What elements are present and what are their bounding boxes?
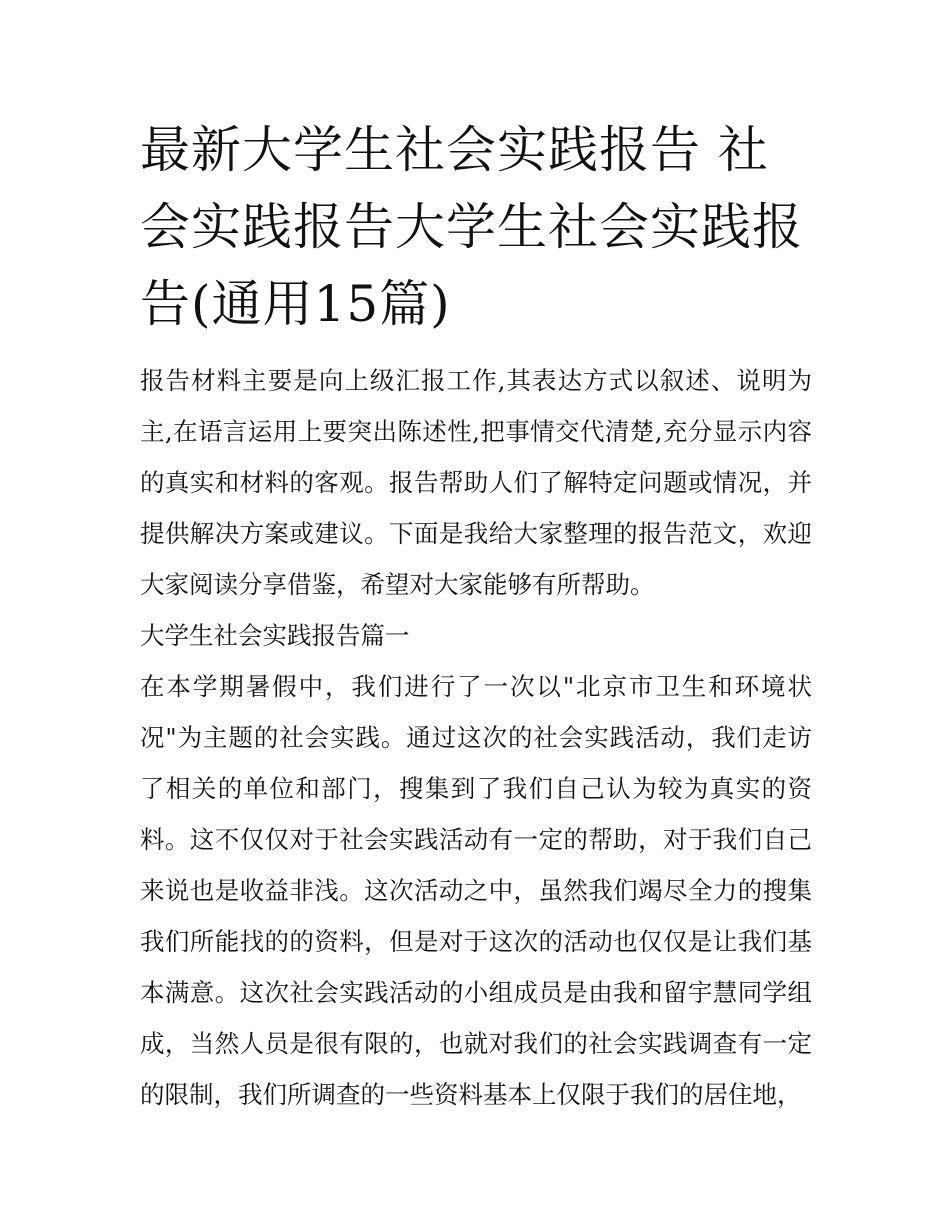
intro-paragraph: 报告材料主要是向上级汇报工作,其表达方式以叙述、说明为主,在语言运用上要突出陈述性,把事情交代清楚,充分显示内容的真实和材料的客观。报告帮助人们了解特定问题或情况，并提供解决方案或建议。下面是我给大家整理的报告范文，欢迎大家阅读分享借鉴，希望对大家能够有所帮助。 [140, 366, 812, 599]
document-page [140, 112, 812, 1120]
section-heading: 大学生社会实践报告篇一 [140, 621, 410, 650]
document-title: 最新大学生社会实践报告 社会实践报告大学生社会实践报告(通用15篇) [140, 121, 803, 333]
body-paragraph: 在本学期暑假中，我们进行了一次以"北京市卫生和环境状况"为主题的社会实践。通过这次的社会实践活动，我们走访了相关的单位和部门，搜集到了我们自己认为较为真实的资料。这不仅仅对于社会实践活动有一定的帮助，对于我们自己来说也是收益非浅。这次活动之中，虽然我们竭尽全力的搜集我们所能找的的资料，但是对于这次的活动也仅仅是让我们基本满意。这次社会实践活动的小组成员是由我和留宇慧同学组成，当然人员是很有限的，也就对我们的社会实践调查有一定的限制，我们所调查的一些资料基本上仅限于我们的居住地， [140, 672, 812, 1109]
